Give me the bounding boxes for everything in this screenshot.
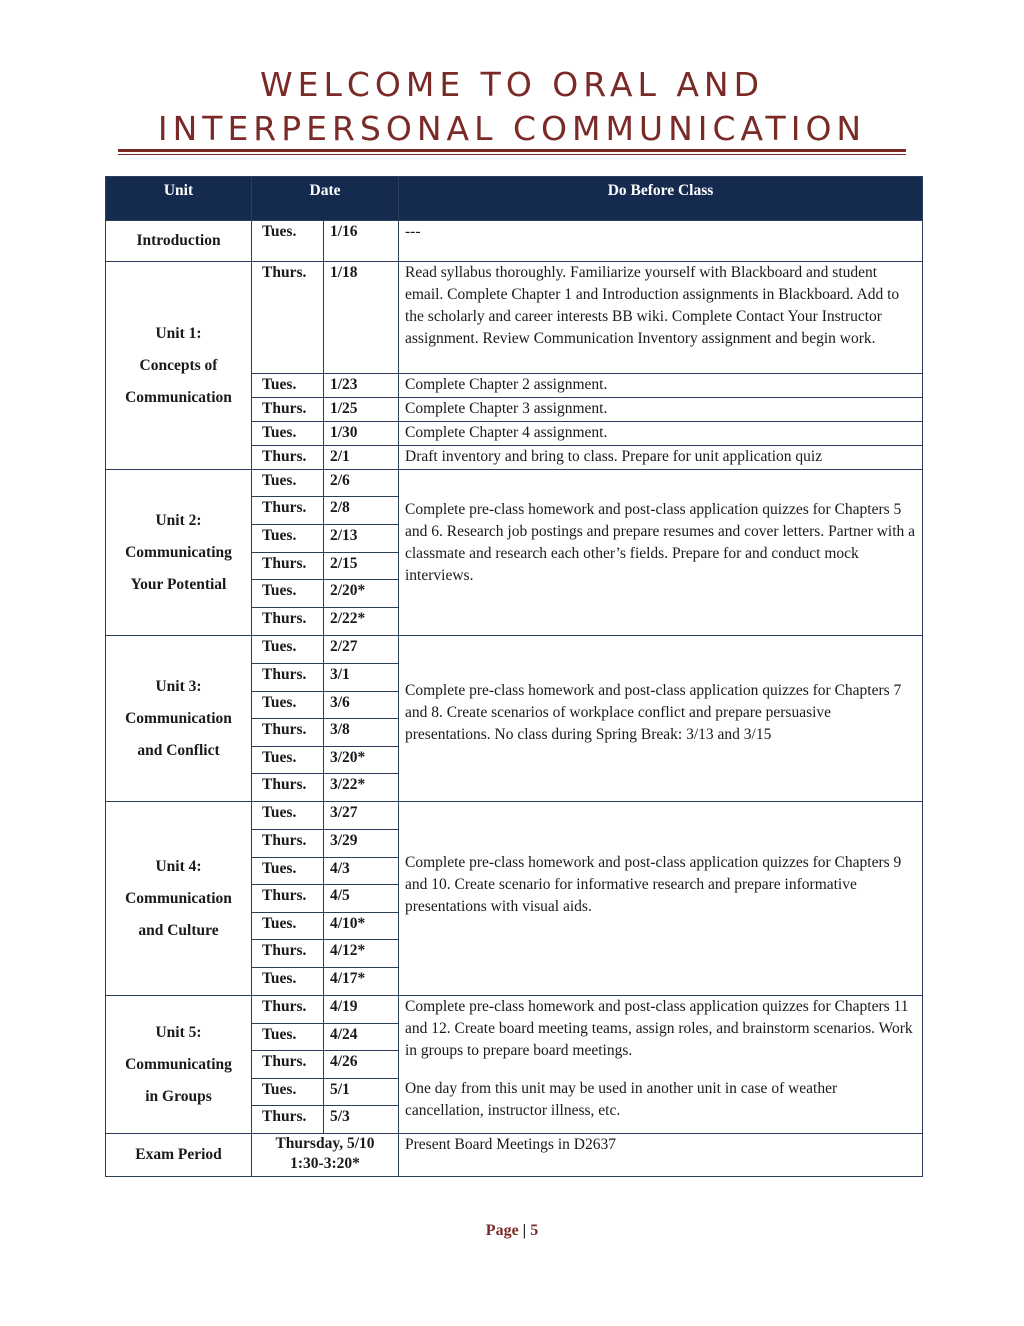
unit-name-line: Your Potential — [130, 575, 227, 593]
desc-cell: Complete Chapter 2 assignment. — [399, 374, 923, 398]
date-cell: 2/20* — [324, 580, 399, 608]
day-cell: Tues. — [252, 221, 324, 262]
day-cell: Thurs. — [252, 774, 324, 802]
date-cell: 1/18 — [324, 262, 399, 374]
page-footer — [0, 1222, 1024, 1240]
day-cell: Thurs. — [252, 262, 324, 374]
date-cell: 4/26 — [324, 1051, 399, 1079]
page-label: Page — [485, 1222, 519, 1239]
date-cell: 4/5 — [324, 885, 399, 913]
date-cell: 4/3 — [324, 858, 399, 885]
date-cell: 5/3 — [324, 1106, 399, 1134]
title-rule-thin — [118, 154, 906, 155]
unit-name-line: and Culture — [138, 921, 219, 939]
day-cell: Tues. — [252, 1079, 324, 1106]
desc-text: Complete pre-class homework and post-class application quizzes for Chapters 5 and 6. Research job postings and prepare resumes and cover letters. Partner with a classmate and research each other’s fields. Prepare for and conduct mock interviews. — [405, 500, 916, 584]
day-cell: Tues. — [252, 525, 324, 553]
unit-name-line: in Groups — [145, 1087, 212, 1105]
date-cell: 4/17* — [324, 968, 399, 996]
desc-cell: Complete Chapter 3 assignment. — [399, 398, 923, 422]
table-row — [106, 996, 923, 1024]
table-row — [106, 221, 923, 262]
date-cell: 3/1 — [324, 664, 399, 692]
table-header-row — [106, 177, 923, 221]
day-cell: Thurs. — [252, 664, 324, 692]
table-row — [106, 470, 923, 497]
unit-label: Unit 3: — [155, 677, 202, 695]
day-cell: Tues. — [252, 747, 324, 774]
day-cell: Tues. — [252, 470, 324, 497]
date-cell: 3/29 — [324, 830, 399, 858]
table-row — [106, 1134, 923, 1177]
exam-date-cell — [252, 1134, 399, 1177]
unit-cell-unit2 — [106, 470, 252, 636]
desc-cell: Complete Chapter 4 assignment. — [399, 422, 923, 446]
date-cell: 5/1 — [324, 1079, 399, 1106]
desc-cell: Draft inventory and bring to class. Prepare for unit application quiz — [399, 446, 923, 470]
date-cell: 1/30 — [324, 422, 399, 446]
table-row — [106, 636, 923, 664]
title-rule-thick — [118, 149, 906, 152]
date-cell: 3/8 — [324, 719, 399, 747]
date-cell: 2/13 — [324, 525, 399, 553]
unit-label: Unit 2: — [155, 511, 202, 529]
date-cell: 4/19 — [324, 996, 399, 1024]
unit-label: Unit 5: — [155, 1023, 202, 1041]
date-cell: 1/16 — [324, 221, 399, 262]
date-cell: 2/1 — [324, 446, 399, 470]
day-cell: Thurs. — [252, 497, 324, 525]
day-cell: Tues. — [252, 802, 324, 830]
unit-cell-exam: Exam Period — [106, 1134, 252, 1177]
header-date: Date — [252, 177, 399, 221]
day-cell: Thurs. — [252, 996, 324, 1024]
table-row — [106, 802, 923, 830]
exam-time-line: 1:30-3:20* — [290, 1155, 360, 1172]
day-cell: Thurs. — [252, 885, 324, 913]
exam-date-line: Thursday, 5/10 — [275, 1135, 375, 1152]
date-cell: 2/8 — [324, 497, 399, 525]
page-number: 5 — [530, 1222, 539, 1239]
page-title-line-1: WELCOME TO ORAL AND — [259, 65, 764, 104]
day-cell: Tues. — [252, 422, 324, 446]
day-cell: Thurs. — [252, 608, 324, 636]
unit-name-line: Communicating — [125, 1055, 232, 1073]
desc-cell-unit5 — [399, 996, 923, 1134]
day-cell: Tues. — [252, 692, 324, 719]
unit-cell-unit5 — [106, 996, 252, 1134]
date-cell: 3/22* — [324, 774, 399, 802]
day-cell: Tues. — [252, 636, 324, 664]
date-cell: 4/10* — [324, 913, 399, 940]
unit-cell-unit4 — [106, 802, 252, 996]
day-cell: Tues. — [252, 913, 324, 940]
page-separator: | — [522, 1222, 527, 1239]
unit-name-line: Communication — [125, 388, 232, 406]
unit-name-line: Concepts of — [139, 356, 218, 374]
header-unit: Unit — [106, 177, 252, 221]
desc-cell: --- — [399, 221, 923, 262]
date-cell: 4/12* — [324, 940, 399, 968]
unit-cell-unit1 — [106, 262, 252, 470]
day-cell: Thurs. — [252, 719, 324, 747]
day-cell: Tues. — [252, 374, 324, 398]
schedule-table — [105, 176, 923, 1177]
table-row — [106, 262, 923, 374]
day-cell: Tues. — [252, 968, 324, 996]
page-title-line-2: INTERPERSONAL COMMUNICATION — [157, 109, 867, 148]
day-cell: Thurs. — [252, 398, 324, 422]
date-cell: 2/22* — [324, 608, 399, 636]
date-cell: 1/25 — [324, 398, 399, 422]
unit-cell-intro: Introduction — [106, 221, 252, 262]
day-cell: Tues. — [252, 580, 324, 608]
date-cell: 2/27 — [324, 636, 399, 664]
date-cell: 4/24 — [324, 1024, 399, 1051]
day-cell: Thurs. — [252, 446, 324, 470]
date-cell: 3/6 — [324, 692, 399, 719]
desc-text: Complete pre-class homework and post-class application quizzes for Chapters 11 and 12. Create board meeting teams, assign roles, and brainstorm scenarios. Work in groups to prepare board meetings. — [405, 998, 913, 1059]
desc-cell-unit3 — [399, 636, 923, 802]
desc-text: One day from this unit may be used in another unit in case of weather cancellation, instructor illness, etc. — [405, 1080, 838, 1119]
desc-cell-unit4 — [399, 802, 923, 996]
unit-name-line: Communication — [125, 709, 232, 727]
header-do-before-class: Do Before Class — [399, 177, 923, 221]
unit-label: Unit 4: — [155, 857, 202, 875]
day-cell: Thurs. — [252, 940, 324, 968]
unit-label: Unit 1: — [155, 324, 202, 342]
date-cell: 3/27 — [324, 802, 399, 830]
day-cell: Thurs. — [252, 1106, 324, 1134]
desc-text: Complete pre-class homework and post-class application quizzes for Chapters 7 and 8. Create scenarios of workplace conflict and prepare persuasive presentations. No class during Spring Break: 3/13 and 3/15 — [405, 681, 902, 743]
unit-name-line: Communication — [125, 889, 232, 907]
date-cell: 3/20* — [324, 747, 399, 774]
day-cell: Thurs. — [252, 1051, 324, 1079]
unit-name-line: Communicating — [125, 543, 232, 561]
unit-cell-unit3 — [106, 636, 252, 802]
desc-cell: Read syllabus thoroughly. Familiarize yourself with Blackboard and student email. Complete Chapter 1 and Introduction assignments in Blackboard. Add to the scholarly and career interests BB wiki. Complete Contact Your Instructor assignment. Review Communication Inventory assignment and begin work. — [399, 262, 923, 374]
day-cell: Thurs. — [252, 553, 324, 580]
date-cell: 2/6 — [324, 470, 399, 497]
date-cell: 1/23 — [324, 374, 399, 398]
date-cell: 2/15 — [324, 553, 399, 580]
desc-cell: Present Board Meetings in D2637 — [399, 1134, 923, 1177]
desc-text: Complete pre-class homework and post-class application quizzes for Chapters 9 and 10. Create scenario for informative research and prepare informative presentations with visual aids. — [405, 854, 902, 915]
day-cell: Tues. — [252, 1024, 324, 1051]
day-cell: Tues. — [252, 858, 324, 885]
desc-cell-unit2 — [399, 470, 923, 636]
unit-name-line: and Conflict — [137, 741, 220, 759]
day-cell: Thurs. — [252, 830, 324, 858]
